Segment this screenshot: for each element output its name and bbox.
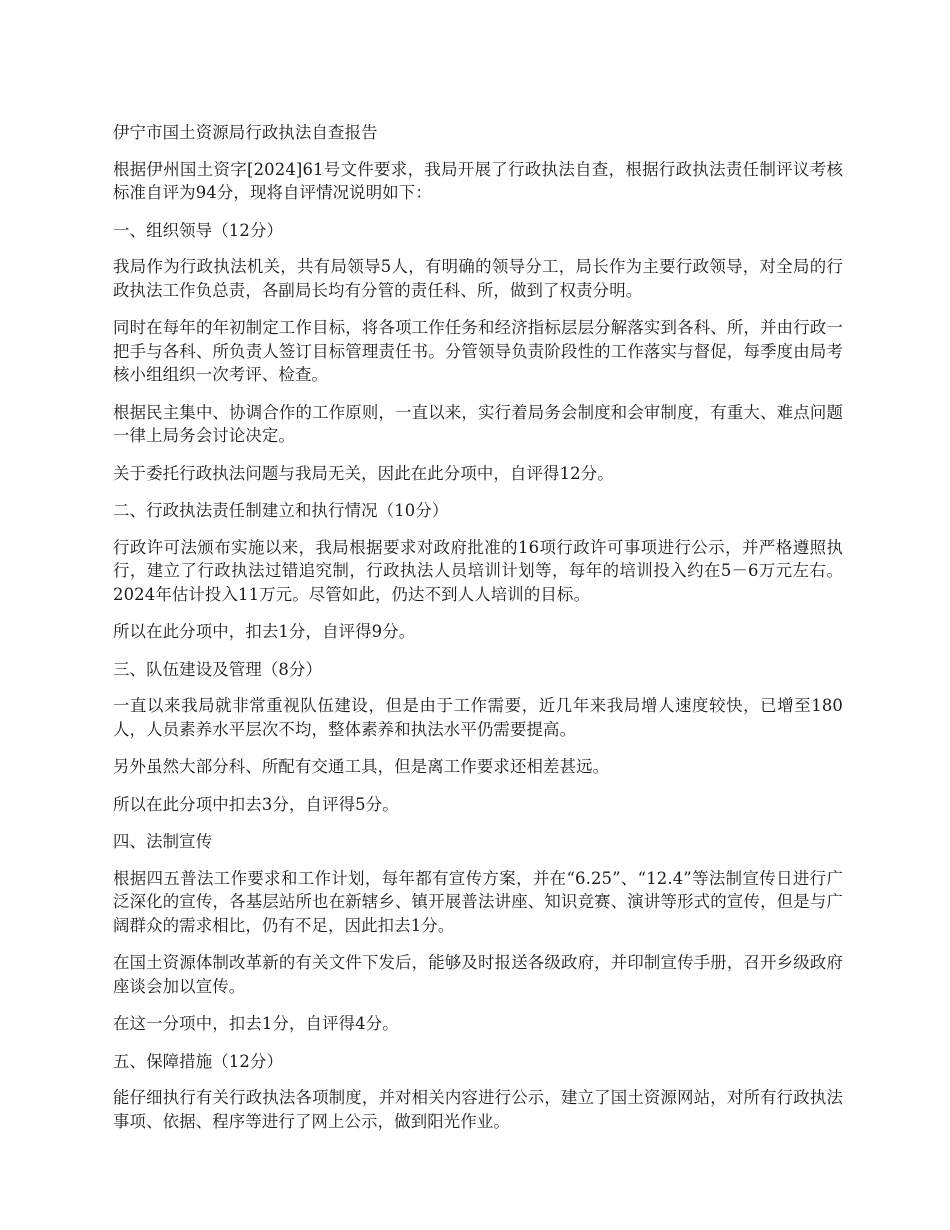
section-heading-5: 五、保障措施（12分） xyxy=(113,1051,284,1071)
paragraph-annual-goals: 同时在每年的年初制定工作目标，将各项工作任务和经济指标层层分解落实到各科、所，并由行政一把手与各科、所负责人签订目标管理责任书。分管领导负责阶段性的工作落实与督促，每季度由局考核小组组织一次考评、检查。 xyxy=(113,318,843,384)
paragraph-licensing-law: 行政许可法颁布实施以来，我局根据要求对政府批准的16项行政许可事项进行公示，并严格遵照执行，建立了行政执法过错追究制，行政执法人员培训计划等，每年的培训投入约在5－6万元左右。2024年估计投入11万元。尽管如此，仍达不到人人培训的目标。 xyxy=(113,537,843,604)
paragraph-transport: 另外虽然大部分科、所配有交通工具，但是离工作要求还相差甚远。 xyxy=(113,757,610,776)
paragraph-intro: 根据伊州国土资字[2024]61号文件要求，我局开展了行政执法自查，根据行政执法责任制评议考核标准自评为94分，现将自评情况说明如下： xyxy=(113,159,843,202)
section-heading-2: 二、行政执法责任制建立和执行情况（10分） xyxy=(113,501,449,520)
paragraph-reform-documents: 在国土资源体制改革新的有关文件下发后，能够及时报送各级政府，并印制宣传手册，召开乡级政府座谈会加以宣传。 xyxy=(113,953,843,996)
paragraph-section3-score: 所以在此分项中扣去3分，自评得5分。 xyxy=(113,794,399,814)
document-page xyxy=(113,121,843,1147)
paragraph-legal-publicity: 根据四五普法工作要求和工作计划，每年都有宣传方案，并在“6.25”、“12.4”等法制宣传日进行广泛深化的宣传，各基层站所也在新辖乡、镇开展普法讲座、知识竞赛、演讲等形式的宣传，但是与广阔群众的需求相比，仍有不足，因此扣去1分。 xyxy=(113,868,843,935)
paragraph-safeguards: 能仔细执行有关行政执法各项制度，并对相关内容进行公示，建立了国土资源网站，对所有行政执法事项、依据、程序等进行了网上公示，做到阳光作业。 xyxy=(113,1088,843,1131)
paragraph-section1-score: 关于委托行政执法问题与我局无关，因此在此分项中，自评得12分。 xyxy=(113,463,614,483)
section-heading-3: 三、队伍建设及管理（8分） xyxy=(113,659,323,679)
section-heading-1: 一、组织领导（12分） xyxy=(113,220,284,240)
document-title: 伊宁市国土资源局行政执法自查报告 xyxy=(113,123,378,142)
section-heading-4: 四、法制宣传 xyxy=(113,832,213,851)
paragraph-team-building: 一直以来我局就非常重视队伍建设，但是由于工作需要，近几年来我局增人速度较快，已增至180人，人员素养水平层次不均，整体素养和执法水平仍需要提高。 xyxy=(113,696,843,739)
paragraph-section2-score: 所以在此分项中，扣去1分，自评得9分。 xyxy=(113,622,416,641)
paragraph-leadership: 我局作为行政执法机关，共有局领导5人，有明确的领导分工，局长作为主要行政领导，对全局的行政执法工作负总责，各副局长均有分管的责任科、所，做到了权责分明。 xyxy=(113,257,843,300)
paragraph-democratic-principle: 根据民主集中、协调合作的工作原则，一直以来，实行着局务会制度和会审制度，有重大、难点问题一律上局务会讨论决定。 xyxy=(113,402,843,445)
paragraph-section4-score: 在这一分项中，扣去1分，自评得4分。 xyxy=(113,1014,399,1033)
